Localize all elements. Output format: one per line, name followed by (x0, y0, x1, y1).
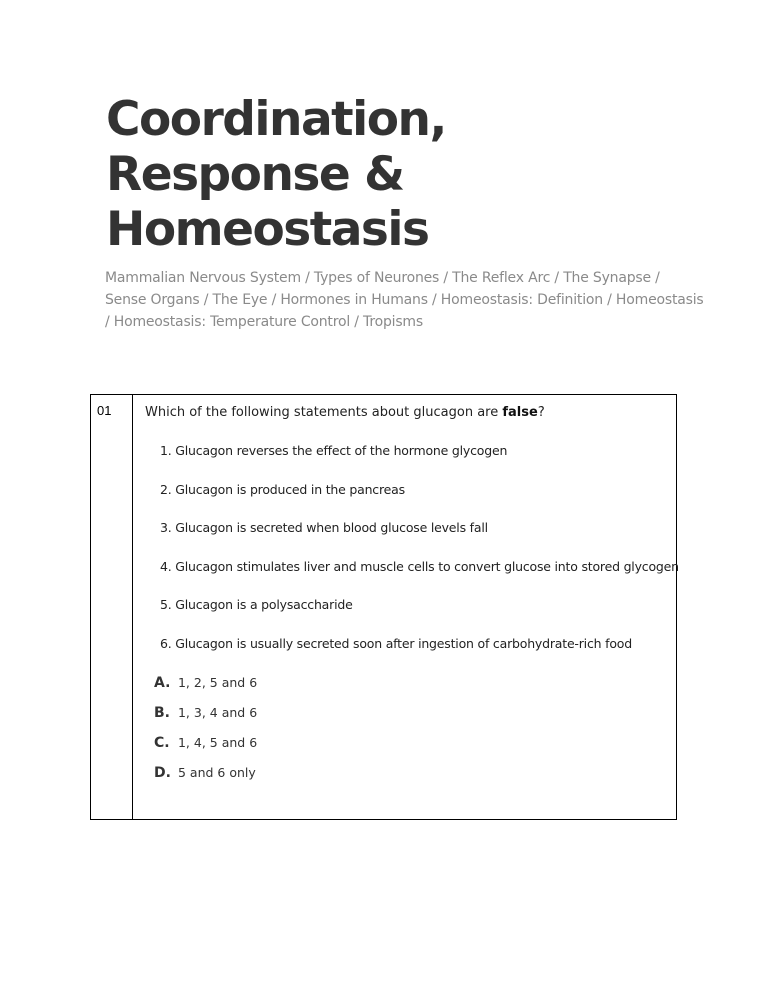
option-a[interactable] (154, 675, 257, 705)
option-text: 1, 3, 4 and 6 (177, 705, 258, 720)
statement-item: 5. Glucagon is a polysaccharide (160, 597, 353, 613)
stem-end: ? (537, 405, 545, 420)
statement-list (160, 443, 679, 675)
answer-options (154, 675, 257, 795)
question-number: 01 (97, 403, 112, 418)
stem-emphasis: false (502, 405, 538, 420)
title-line: Response & (106, 147, 404, 202)
stem-text: Which of the following statements about glucagon are (145, 405, 503, 420)
statement-item: 4. Glucagon stimulates liver and muscle cells to convert glucose into stored glycogen (160, 558, 679, 574)
option-letter: C. (154, 735, 170, 751)
option-letter: B. (154, 705, 170, 721)
page-title (106, 92, 666, 257)
option-text: 5 and 6 only (177, 765, 256, 780)
option-d[interactable] (154, 765, 257, 795)
question-number-column (91, 395, 133, 819)
option-text: 1, 2, 5 and 6 (177, 675, 258, 690)
statement-item: 6. Glucagon is usually secreted soon after ingestion of carbohydrate-rich food (160, 635, 632, 651)
topic-list: Mammalian Nervous System / Types of Neurones / The Reflex Arc / The Synapse / Sense Organs / The Eye / Hormones in Humans / Homeostasis: Definition / Homeostasis / Homeostasis: Temperature Control / Tropisms (105, 270, 704, 330)
title-line: Homeostasis (106, 202, 429, 257)
title-line: Coordination, (106, 92, 446, 147)
statement-item: 3. Glucagon is secreted when blood glucose levels fall (160, 520, 488, 536)
statement-item: 1. Glucagon reverses the effect of the hormone glycogen (160, 443, 508, 458)
option-letter: D. (154, 765, 171, 781)
option-c[interactable] (154, 735, 257, 765)
option-letter: A. (154, 675, 171, 691)
statement-item: 2. Glucagon is produced in the pancreas (160, 481, 405, 497)
option-text: 1, 4, 5 and 6 (177, 735, 258, 750)
question-stem (145, 405, 545, 420)
option-b[interactable] (154, 705, 257, 735)
question-table (90, 394, 677, 820)
